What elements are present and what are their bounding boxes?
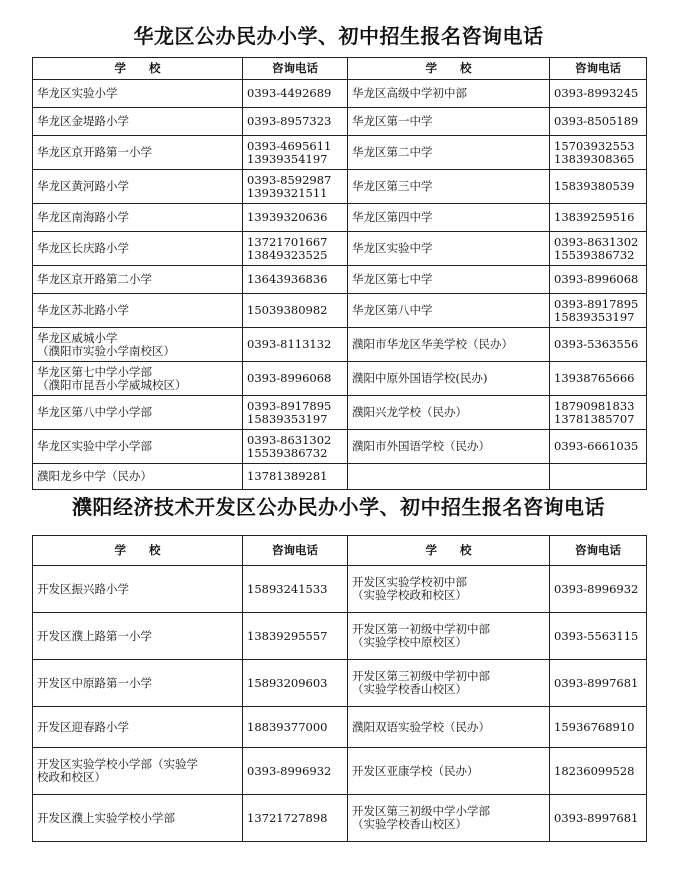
header-school: 学 校 — [33, 536, 243, 566]
header-phone: 咨询电话 — [550, 536, 647, 566]
school-name: 濮阳市华龙区华美学校（民办） — [348, 328, 550, 362]
phone-number: 0393-8996068 — [550, 266, 647, 294]
school-name: 濮阳兴龙学校（民办） — [348, 396, 550, 430]
table-row — [33, 795, 647, 842]
table-row — [33, 108, 647, 136]
table-row — [33, 266, 647, 294]
phone-number: 0393-8997681 — [550, 660, 647, 707]
table-row — [33, 136, 647, 170]
school-name: 华龙区南海路小学 — [33, 204, 243, 232]
table-row — [33, 566, 647, 613]
school-name: 华龙区第八中学小学部 — [33, 396, 243, 430]
school-name — [348, 464, 550, 490]
school-name: 开发区实验学校初中部 （实验学校政和校区） — [348, 566, 550, 613]
page-title-kaifaqu: 濮阳经济技术开发区公办民办小学、初中招生报名咨询电话 — [72, 495, 605, 519]
phone-number: 13781389281 — [243, 464, 348, 490]
school-name: 华龙区京开路第二小学 — [33, 266, 243, 294]
table-row — [33, 748, 647, 795]
table-row — [33, 464, 647, 490]
school-name: 华龙区第二中学 — [348, 136, 550, 170]
school-name: 华龙区第四中学 — [348, 204, 550, 232]
phone-number: 18790981833 13781385707 — [550, 396, 647, 430]
school-name: 华龙区第八中学 — [348, 294, 550, 328]
phone-number: 13938765666 — [550, 362, 647, 396]
school-name: 华龙区第七中学小学部 （濮阳市昆吾小学威城校区） — [33, 362, 243, 396]
header-school: 学 校 — [348, 536, 550, 566]
phone-number: 0393-6661035 — [550, 430, 647, 464]
page-title-huanglong: 华龙区公办民办小学、初中招生报名咨询电话 — [133, 24, 544, 48]
phone-number: 13721727898 — [243, 795, 348, 842]
school-name: 开发区第三初级中学小学部 （实验学校香山校区） — [348, 795, 550, 842]
table-row — [33, 362, 647, 396]
phone-number: 15893241533 — [243, 566, 348, 613]
phone-number: 0393-8996068 — [243, 362, 348, 396]
school-name: 濮阳龙乡中学（民办） — [33, 464, 243, 490]
phone-number: 0393-8631302 15539386732 — [243, 430, 348, 464]
table-row — [33, 707, 647, 748]
header-school: 学 校 — [33, 58, 243, 80]
phone-number: 0393-8113132 — [243, 328, 348, 362]
school-name: 开发区实验学校小学部（实验学 校政和校区） — [33, 748, 243, 795]
header-school: 学 校 — [348, 58, 550, 80]
phone-number: 0393-4695611 13939354197 — [243, 136, 348, 170]
phone-number: 0393-8996932 — [243, 748, 348, 795]
school-name: 华龙区黄河路小学 — [33, 170, 243, 204]
phone-number: 13839295557 — [243, 613, 348, 660]
table-row — [33, 232, 647, 266]
phone-number: 13839259516 — [550, 204, 647, 232]
school-name: 华龙区实验中学小学部 — [33, 430, 243, 464]
school-name: 濮阳中原外国语学校(民办) — [348, 362, 550, 396]
phone-number: 0393-5563115 — [550, 613, 647, 660]
phone-number: 15936768910 — [550, 707, 647, 748]
phone-number: 0393-4492689 — [243, 80, 348, 108]
school-name: 开发区第三初级中学初中部 （实验学校香山校区） — [348, 660, 550, 707]
school-name: 华龙区第三中学 — [348, 170, 550, 204]
school-name: 华龙区长庆路小学 — [33, 232, 243, 266]
header-phone: 咨询电话 — [550, 58, 647, 80]
table-row — [33, 204, 647, 232]
header-phone: 咨询电话 — [243, 58, 348, 80]
table-row — [33, 396, 647, 430]
table-row — [33, 613, 647, 660]
school-name: 开发区迎春路小学 — [33, 707, 243, 748]
phone-number: 0393-5363556 — [550, 328, 647, 362]
phone-number: 0393-8997681 — [550, 795, 647, 842]
school-name: 华龙区威城小学 （濮阳市实验小学南校区） — [33, 328, 243, 362]
school-name: 华龙区京开路第一小学 — [33, 136, 243, 170]
phone-number: 18839377000 — [243, 707, 348, 748]
table-row — [33, 170, 647, 204]
phone-number: 13721701667 13849323525 — [243, 232, 348, 266]
phone-number: 0393-8917895 15839353197 — [243, 396, 348, 430]
table-row — [33, 660, 647, 707]
table-header-row — [33, 58, 647, 80]
school-name: 濮阳市外国语学校（民办） — [348, 430, 550, 464]
phone-number: 15703932553 13839308365 — [550, 136, 647, 170]
school-name: 华龙区苏北路小学 — [33, 294, 243, 328]
school-name: 华龙区实验小学 — [33, 80, 243, 108]
table-row — [33, 294, 647, 328]
school-name: 华龙区金堤路小学 — [33, 108, 243, 136]
table-row — [33, 328, 647, 362]
table-row — [33, 80, 647, 108]
phone-number: 15039380982 — [243, 294, 348, 328]
school-name: 华龙区第一中学 — [348, 108, 550, 136]
phone-number: 15893209603 — [243, 660, 348, 707]
school-name: 开发区第一初级中学初中部 （实验学校中原校区） — [348, 613, 550, 660]
table-header-row — [33, 536, 647, 566]
school-name: 濮阳双语实验学校（民办） — [348, 707, 550, 748]
phone-number: 18236099528 — [550, 748, 647, 795]
phone-number: 0393-8957323 — [243, 108, 348, 136]
school-name: 开发区中原路第一小学 — [33, 660, 243, 707]
school-name: 开发区亚康学校（民办） — [348, 748, 550, 795]
phone-number: 15839380539 — [550, 170, 647, 204]
phone-number: 0393-8631302 15539386732 — [550, 232, 647, 266]
phone-number: 13939320636 — [243, 204, 348, 232]
phone-number: 0393-8505189 — [550, 108, 647, 136]
school-name: 开发区濮上实验学校小学部 — [33, 795, 243, 842]
huanglong-phone-table — [32, 57, 647, 490]
school-name: 开发区濮上路第一小学 — [33, 613, 243, 660]
header-phone: 咨询电话 — [243, 536, 348, 566]
kaifaqu-phone-table — [32, 535, 647, 842]
school-name: 华龙区高级中学初中部 — [348, 80, 550, 108]
school-name: 华龙区第七中学 — [348, 266, 550, 294]
table-row — [33, 430, 647, 464]
phone-number: 0393-8592987 13939321511 — [243, 170, 348, 204]
school-name: 开发区振兴路小学 — [33, 566, 243, 613]
phone-number: 13643936836 — [243, 266, 348, 294]
phone-number: 0393-8993245 — [550, 80, 647, 108]
school-name: 华龙区实验中学 — [348, 232, 550, 266]
phone-number: 0393-8917895 15839353197 — [550, 294, 647, 328]
phone-number: 0393-8996932 — [550, 566, 647, 613]
phone-number — [550, 464, 647, 490]
